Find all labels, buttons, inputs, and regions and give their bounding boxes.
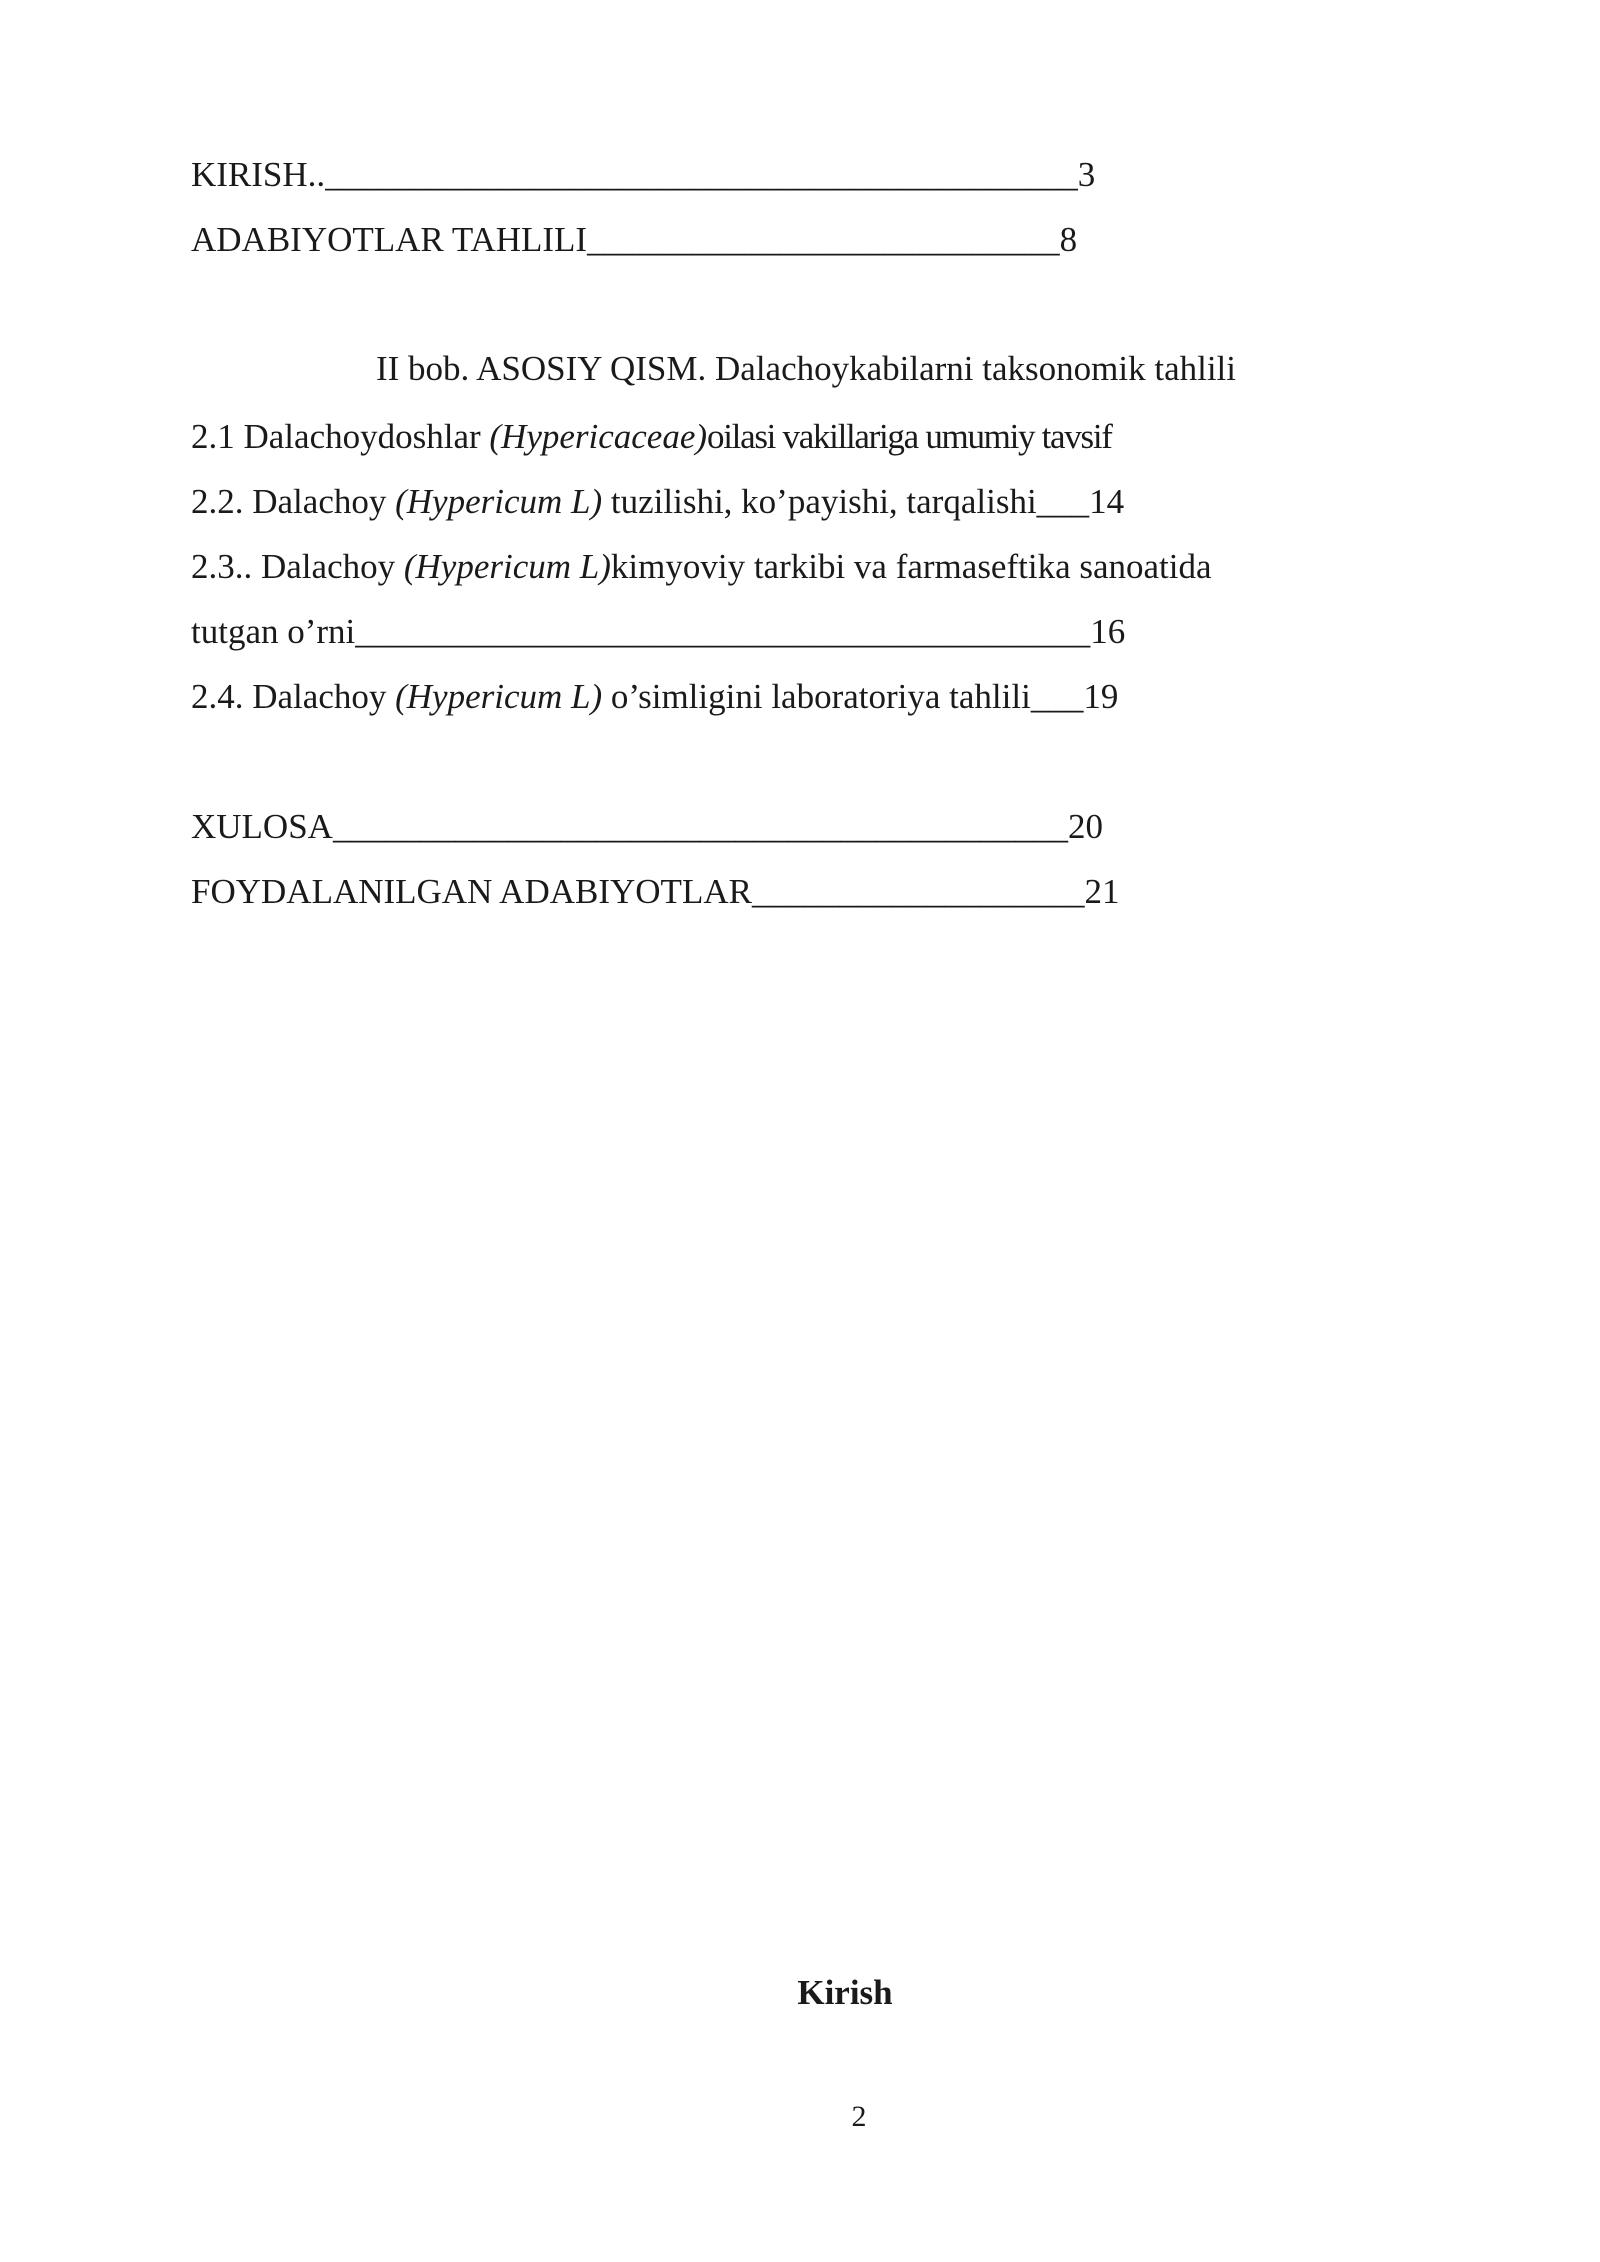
toc-entry-xulosa[interactable] <box>191 804 1103 850</box>
toc-number: 2.4. Dalachoy <box>191 677 396 716</box>
toc-title: oilasi vakillariga umumiy tavsif <box>707 417 1112 456</box>
toc-latin-name: (Hypericum L) <box>395 677 603 716</box>
toc-number: 2.2. Dalachoy <box>191 482 396 521</box>
toc-label: KIRISH.. <box>191 155 326 194</box>
toc-leader: ___ <box>1036 482 1090 521</box>
toc-leader: __________________________________________ <box>332 807 1068 846</box>
toc-leader: __________________________________________ <box>355 612 1091 651</box>
toc-page: 14 <box>1089 482 1125 521</box>
toc-leader: ___________________________ <box>587 220 1060 259</box>
toc-entry-foydalanilgan-adabiyotlar[interactable] <box>191 869 1119 915</box>
toc-leader: ___________________ <box>751 872 1085 911</box>
toc-entry-kirish[interactable] <box>191 152 1095 198</box>
toc-label: FOYDALANILGAN ADABIYOTLAR <box>191 872 752 911</box>
toc-title: kimyoviy tarkibi va farmaseftika sanoatida <box>610 547 1212 586</box>
section-title: Kirish <box>797 1973 893 2012</box>
toc-latin-name: (Hypericum L) <box>403 547 611 586</box>
toc-page: 8 <box>1059 220 1078 259</box>
toc-entry-2-2[interactable] <box>191 479 1124 525</box>
toc-label: XULOSA <box>191 807 333 846</box>
toc-page: 19 <box>1083 677 1119 716</box>
toc-latin-name: (Hypericum L) <box>395 482 603 521</box>
toc-label: ADABIYOTLAR TAHLILI <box>191 220 588 259</box>
toc-number: 2.3.. Dalachoy <box>191 547 404 586</box>
page-number: 2 <box>851 2100 867 2133</box>
toc-entry-2-3[interactable] <box>191 544 1212 590</box>
toc-title: tuzilishi, ko’payishi, tarqalishi <box>602 482 1037 521</box>
toc-entry-adabiyotlar-tahlili[interactable] <box>191 217 1077 263</box>
toc-page: 20 <box>1067 807 1103 846</box>
toc-number: 2.1 Dalachoydoshlar <box>191 417 490 456</box>
toc-leader: ___________________________________________ <box>325 155 1078 194</box>
chapter-heading: II bob. ASOSIY QISM. Dalachoykabilarni taksonomik tahlili <box>376 349 1236 388</box>
toc-entry-2-4[interactable] <box>191 674 1118 720</box>
toc-page: 21 <box>1084 872 1120 911</box>
toc-latin-name: (Hypericaceae) <box>489 417 708 456</box>
toc-entry-2-3-continuation[interactable] <box>191 609 1125 655</box>
toc-page: 3 <box>1077 155 1096 194</box>
toc-page: 16 <box>1090 612 1126 651</box>
toc-title: tutgan o’rni <box>191 612 356 651</box>
toc-entry-2-1[interactable] <box>191 414 1112 460</box>
toc-title: o’simligini laboratoriya tahlili <box>602 677 1031 716</box>
toc-leader: ___ <box>1030 677 1084 716</box>
